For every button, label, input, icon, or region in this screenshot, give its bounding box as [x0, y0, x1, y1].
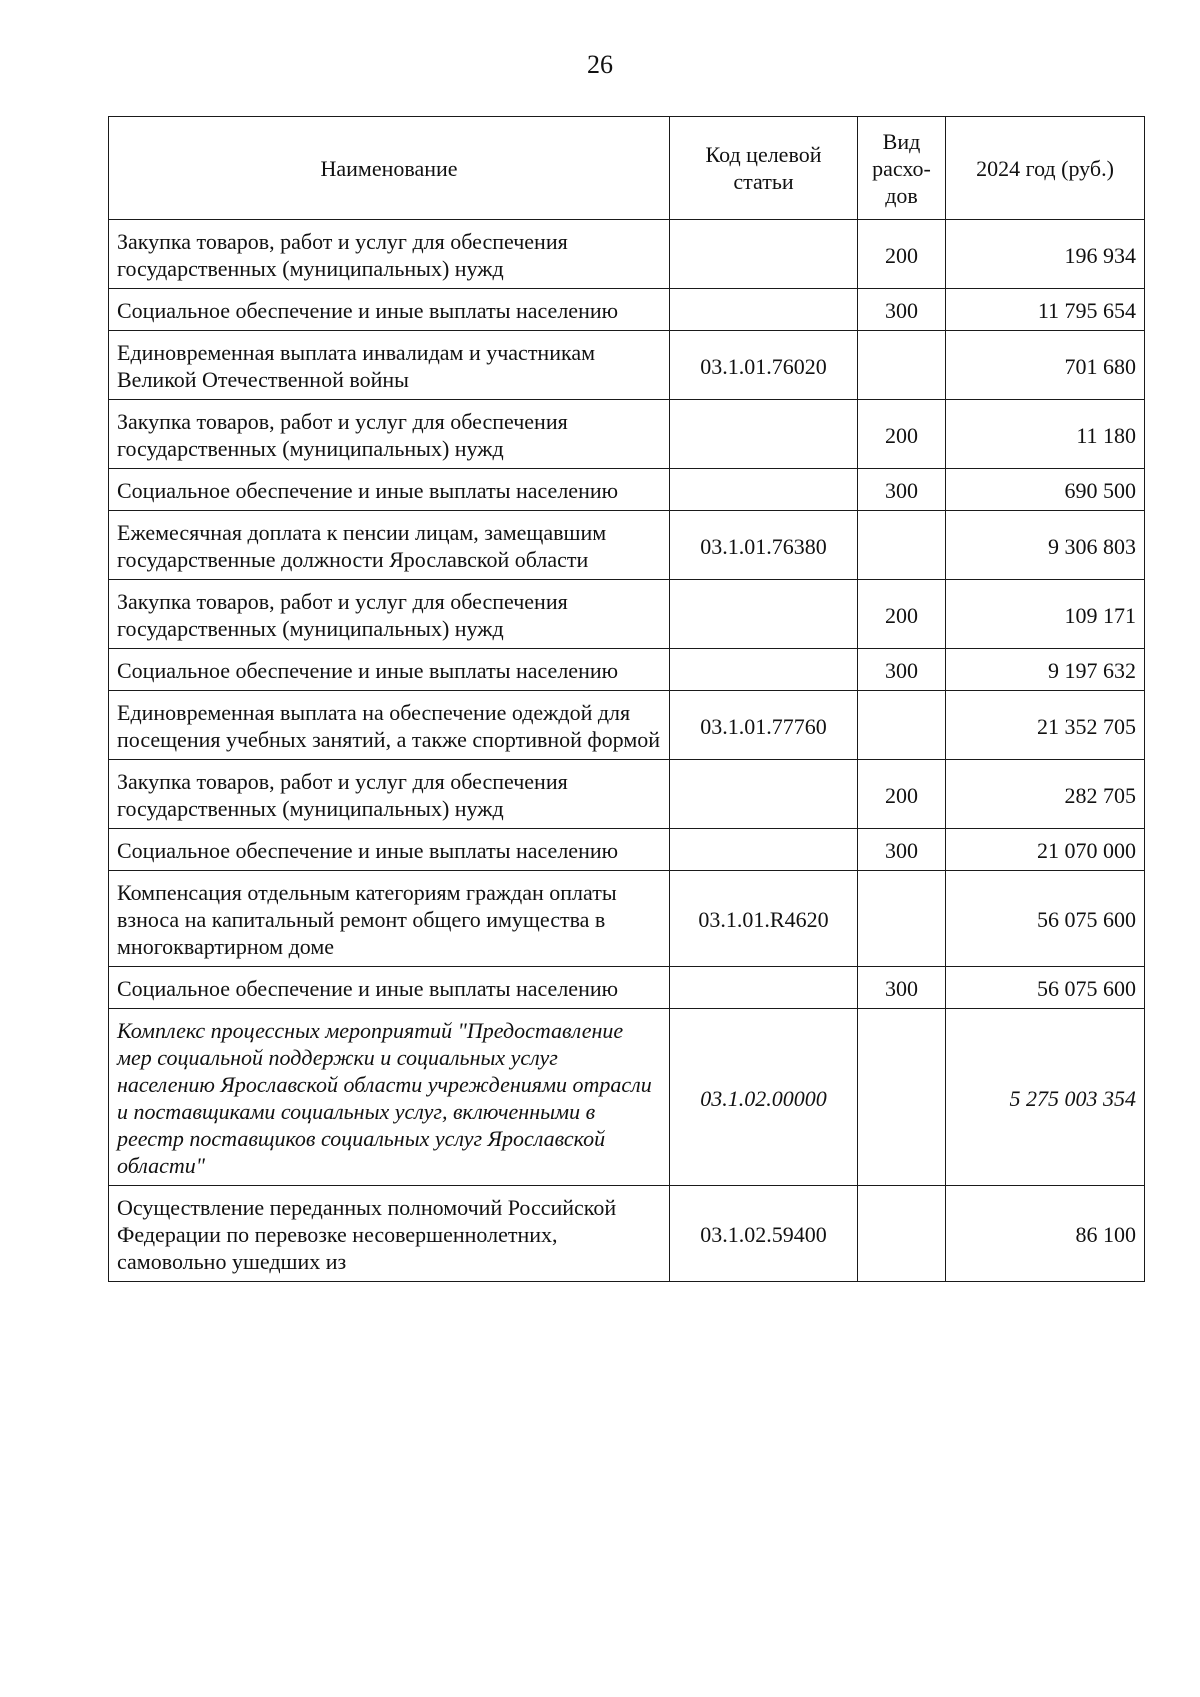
cell-type: 300 [858, 967, 946, 1009]
cell-code [670, 400, 858, 469]
cell-code [670, 967, 858, 1009]
cell-amount: 56 075 600 [946, 871, 1145, 967]
cell-amount: 21 070 000 [946, 829, 1145, 871]
cell-amount: 5 275 003 354 [946, 1009, 1145, 1186]
header-type: Вид расхо-дов [858, 117, 946, 220]
cell-name: Социальное обеспечение и иные выплаты населению [109, 469, 670, 511]
cell-code: 03.1.02.00000 [670, 1009, 858, 1186]
table-row [109, 331, 1145, 400]
cell-type [858, 691, 946, 760]
cell-code: 03.1.01.R4620 [670, 871, 858, 967]
cell-amount: 196 934 [946, 220, 1145, 289]
cell-name: Комплекс процессных мероприятий "Предоставление мер социальной поддержки и социальных услуг населению Ярославской области учреждениями отрасли и поставщиками социальных услуг, включенными в реестр поставщиков социальных услуг Ярославской области" [109, 1009, 670, 1186]
cell-name: Единовременная выплата на обеспечение одеждой для посещения учебных занятий, а также спортивной формой [109, 691, 670, 760]
cell-name: Социальное обеспечение и иные выплаты населению [109, 829, 670, 871]
cell-name: Закупка товаров, работ и услуг для обеспечения государственных (муниципальных) нужд [109, 400, 670, 469]
table-row [109, 760, 1145, 829]
table-row [109, 1186, 1145, 1282]
cell-amount: 282 705 [946, 760, 1145, 829]
cell-type [858, 1009, 946, 1186]
cell-amount: 9 306 803 [946, 511, 1145, 580]
cell-name: Социальное обеспечение и иные выплаты населению [109, 289, 670, 331]
table-row [109, 400, 1145, 469]
table-body [109, 220, 1145, 1282]
table-row [109, 469, 1145, 511]
cell-type: 200 [858, 580, 946, 649]
cell-code [670, 289, 858, 331]
table-header-row [109, 117, 1145, 220]
table-row [109, 220, 1145, 289]
cell-code: 03.1.01.77760 [670, 691, 858, 760]
table-row [109, 649, 1145, 691]
cell-amount: 690 500 [946, 469, 1145, 511]
header-amount: 2024 год (руб.) [946, 117, 1145, 220]
cell-type: 200 [858, 760, 946, 829]
table-row [109, 511, 1145, 580]
cell-code [670, 829, 858, 871]
cell-type [858, 331, 946, 400]
cell-type: 200 [858, 220, 946, 289]
cell-code [670, 760, 858, 829]
cell-name: Закупка товаров, работ и услуг для обеспечения государственных (муниципальных) нужд [109, 220, 670, 289]
table-row [109, 289, 1145, 331]
cell-amount: 701 680 [946, 331, 1145, 400]
cell-name: Закупка товаров, работ и услуг для обеспечения государственных (муниципальных) нужд [109, 760, 670, 829]
cell-name: Ежемесячная доплата к пенсии лицам, замещавшим государственные должности Ярославской области [109, 511, 670, 580]
cell-type: 300 [858, 469, 946, 511]
cell-code [670, 220, 858, 289]
header-code: Код целевой статьи [670, 117, 858, 220]
cell-amount: 21 352 705 [946, 691, 1145, 760]
cell-name: Социальное обеспечение и иные выплаты населению [109, 649, 670, 691]
cell-amount: 56 075 600 [946, 967, 1145, 1009]
header-name: Наименование [109, 117, 670, 220]
cell-name: Компенсация отдельным категориям граждан оплаты взноса на капитальный ремонт общего имущества в многоквартирном доме [109, 871, 670, 967]
page-number: 26 [587, 50, 613, 79]
cell-code: 03.1.02.59400 [670, 1186, 858, 1282]
cell-code: 03.1.01.76020 [670, 331, 858, 400]
table-row [109, 580, 1145, 649]
cell-code [670, 469, 858, 511]
cell-amount: 11 180 [946, 400, 1145, 469]
table-row [109, 1009, 1145, 1186]
cell-type: 300 [858, 829, 946, 871]
cell-name: Социальное обеспечение и иные выплаты населению [109, 967, 670, 1009]
cell-name: Осуществление переданных полномочий Российской Федерации по перевозке несовершеннолетних, самовольно ушедших из [109, 1186, 670, 1282]
table-row [109, 871, 1145, 967]
cell-amount: 86 100 [946, 1186, 1145, 1282]
cell-code [670, 580, 858, 649]
cell-amount: 109 171 [946, 580, 1145, 649]
cell-type: 300 [858, 649, 946, 691]
cell-amount: 9 197 632 [946, 649, 1145, 691]
cell-code [670, 649, 858, 691]
table-row [109, 967, 1145, 1009]
table-row [109, 691, 1145, 760]
cell-type: 300 [858, 289, 946, 331]
cell-type [858, 1186, 946, 1282]
budget-table [108, 116, 1145, 1282]
cell-name: Закупка товаров, работ и услуг для обеспечения государственных (муниципальных) нужд [109, 580, 670, 649]
cell-type [858, 871, 946, 967]
table-row [109, 829, 1145, 871]
cell-type: 200 [858, 400, 946, 469]
cell-amount: 11 795 654 [946, 289, 1145, 331]
cell-name: Единовременная выплата инвалидам и участникам Великой Отечественной войны [109, 331, 670, 400]
cell-code: 03.1.01.76380 [670, 511, 858, 580]
cell-type [858, 511, 946, 580]
